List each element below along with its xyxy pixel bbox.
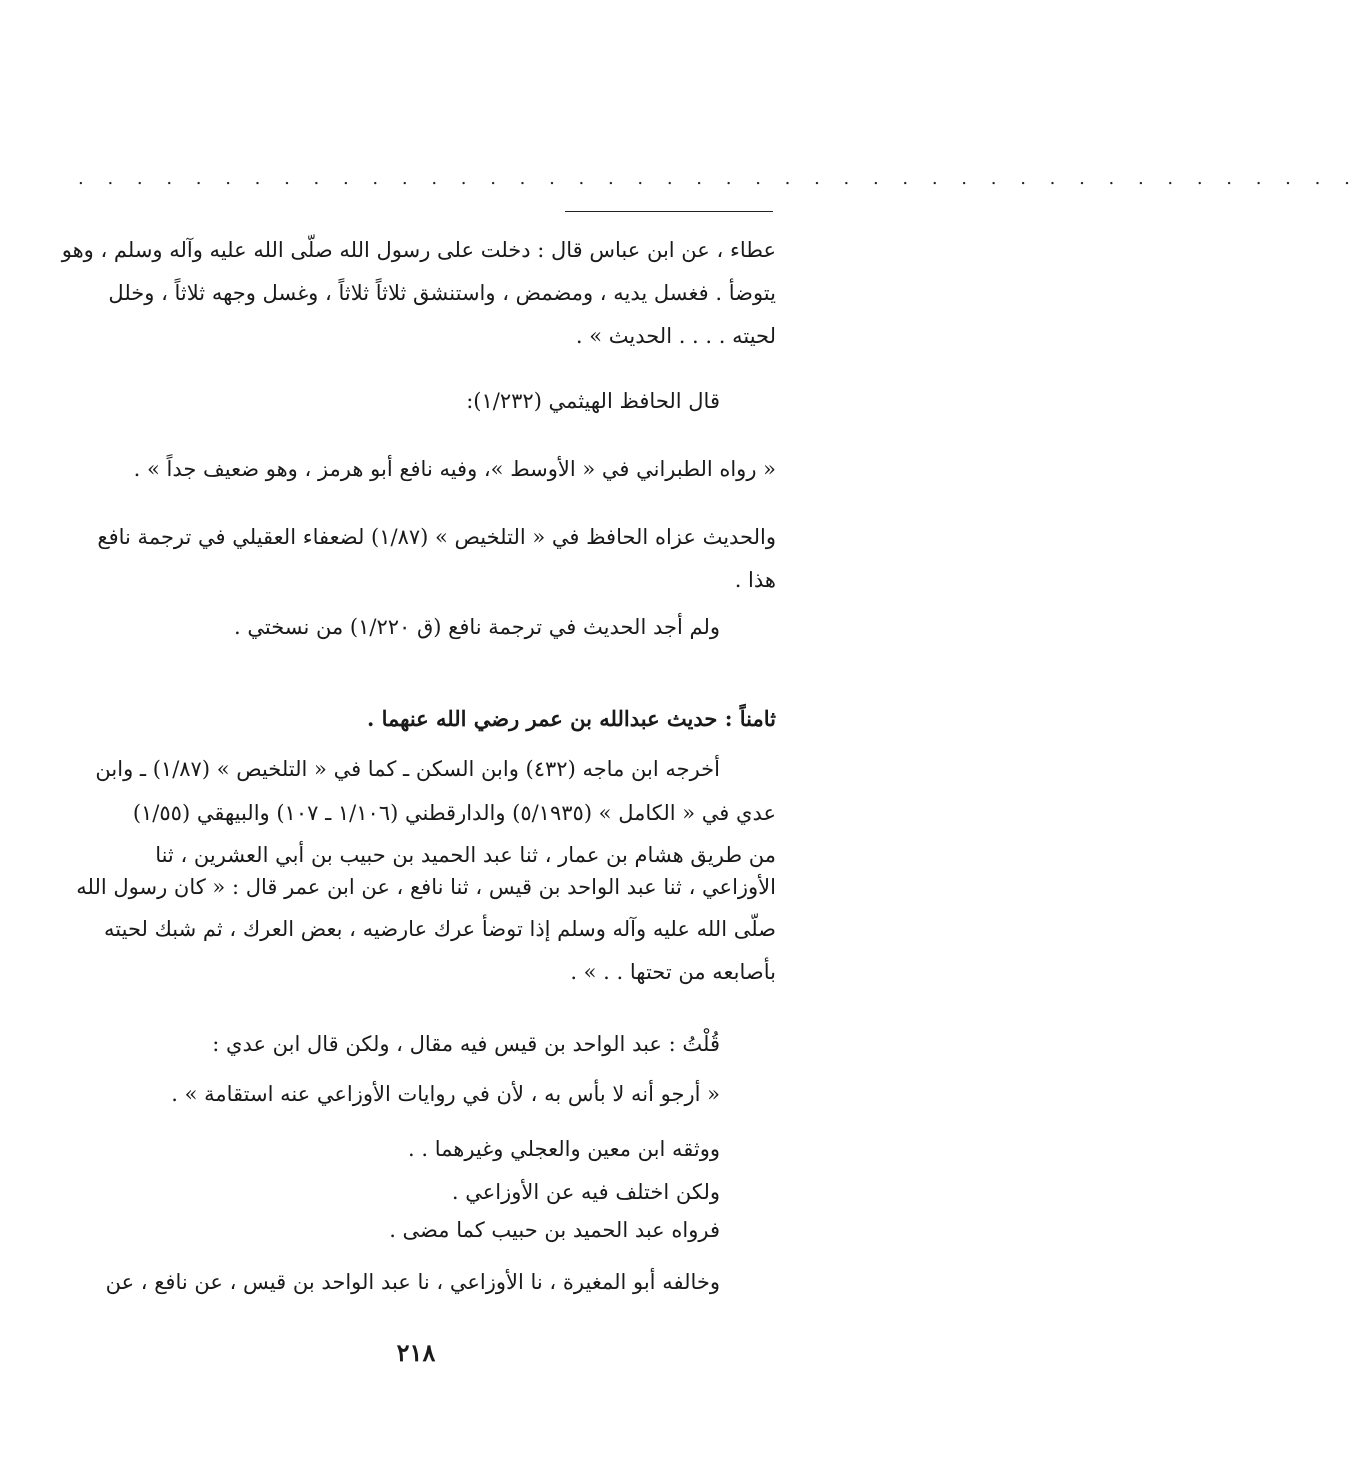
section-line-4: الأوزاعي ، ثنا عبد الواحد بن قيس ، ثنا نافع ، عن ابن عمر قال : « كان رسول الله (76, 875, 776, 899)
talkhis-line-1: والحديث عزاه الحافظ في « التلخيص » (١/٨٧) لضعفاء العقيلي في ترجمة نافع (97, 525, 776, 549)
qultu-line: قُلْتُ : عبد الواحد بن قيس فيه مقال ، ولكن قال ابن عدي : (212, 1032, 720, 1056)
section-line-6: بأصابعه من تحتها . . » . (570, 960, 776, 984)
not-found-line: ولم أجد الحديث في ترجمة نافع (ق ١/٢٢٠) من نسختي . (234, 615, 720, 639)
footnote-line-3: لحيته . . . . الحديث » . (575, 324, 776, 348)
page-number: ٢١٨ (396, 1338, 436, 1367)
ibn-adi-quote: « أرجو أنه لا بأس به ، لأن في روايات الأوزاعي عنه استقامة » . (171, 1082, 720, 1106)
section-line-3: من طريق هشام بن عمار ، ثنا عبد الحميد بن حبيب بن أبي العشرين ، ثنا (155, 843, 776, 867)
last-line: وخالفه أبو المغيرة ، نا الأوزاعي ، نا عبد الواحد بن قيس ، عن نافع ، عن (105, 1270, 720, 1294)
footnote-line-2: يتوضأ . فغسل يديه ، ومضمض ، واستنشق ثلاثاً ثلاثاً ، وغسل وجهه ثلاثاً ، وخلل (108, 281, 776, 305)
section-heading: ثامناً : حديث عبدالله بن عمر رضي الله عنهما . (367, 706, 776, 731)
haythami-quote: « رواه الطبراني في « الأوسط »، وفيه نافع أبو هرمز ، وهو ضعيف جداً » . (133, 457, 776, 481)
section-line-1: أخرجه ابن ماجه (٤٣٢) وابن السكن ـ كما في « التلخيص » (١/٨٧) ـ وابن (95, 757, 720, 781)
section-line-2: عدي في « الكامل » (٥/١٩٣٥) والدارقطني (١/١٠٦ ـ ١٠٧) والبيهقي (١/٥٥) (132, 801, 776, 825)
footnote-line-1: عطاء ، عن ابن عباس قال : دخلت على رسول الله صلّى الله عليه وآله وسلم ، وهو (61, 238, 776, 262)
talkhis-line-2: هذا . (734, 568, 776, 592)
footnote-rule (565, 211, 773, 212)
haythami-line: قال الحافظ الهيثمي (١/٢٣٢): (466, 389, 720, 413)
note-line-1: ووثقه ابن معين والعجلي وغيرهما . . (408, 1137, 720, 1161)
note-line-2: ولكن اختلف فيه عن الأوزاعي . (451, 1180, 720, 1204)
dotted-separator: . . . . . . . . . . . . . . . . . . . . . . . . . . . . . . . . . . . . . . . . . . . . (78, 168, 1359, 189)
section-line-5: صلّى الله عليه وآله وسلم إذا توضأ عرك عارضيه ، بعض العرك ، ثم شبك لحيته (104, 917, 776, 941)
note-line-3: فرواه عبد الحميد بن حبيب كما مضى . (389, 1218, 720, 1242)
